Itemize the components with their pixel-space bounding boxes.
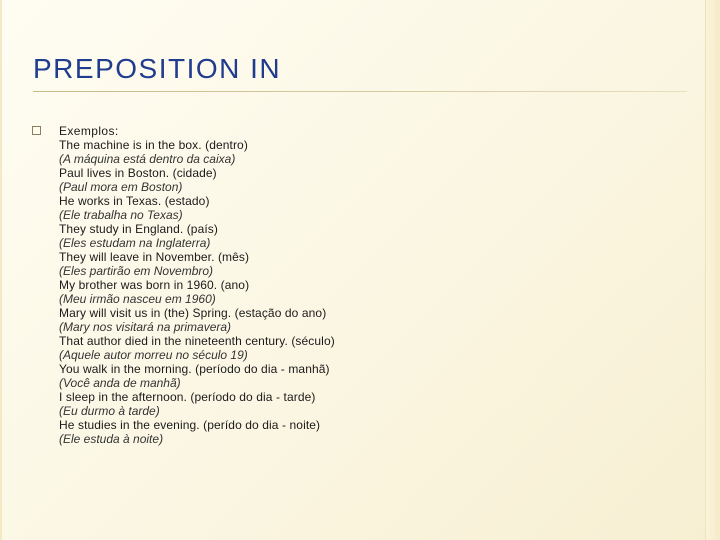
portuguese-translation: (Ele estuda à noite) (59, 432, 164, 446)
portuguese-translation: (Ele trabalha no Texas) (59, 208, 183, 222)
english-sentence: I sleep in the afternoon. (período do dia - tarde) (59, 390, 316, 404)
portuguese-translation: (Meu irmão nasceu em 1960) (59, 292, 216, 306)
title-underline (33, 91, 687, 92)
portuguese-translation: (Aquele autor morreu no século 19) (59, 348, 248, 362)
portuguese-translation: (Eu durmo à tarde) (59, 404, 160, 418)
slide-right-border (706, 0, 720, 540)
portuguese-translation: (Mary nos visitará na primavera) (59, 320, 232, 334)
english-sentence: They study in England. (país) (59, 222, 218, 236)
english-sentence: Paul lives in Boston. (cidade) (59, 166, 217, 180)
english-sentence: That author died in the nineteenth century. (século) (59, 334, 335, 348)
portuguese-translation: (Paul mora em Boston) (59, 180, 183, 194)
slide-left-edge (0, 0, 2, 540)
portuguese-translation: (Você anda de manhã) (59, 376, 181, 390)
english-sentence: Mary will visit us in (the) Spring. (estação do ano) (59, 306, 327, 320)
english-sentence: He studies in the evening. (perído do dia - noite) (59, 418, 321, 432)
portuguese-translation: (Eles estudam na Inglaterra) (59, 236, 211, 250)
english-sentence: He works in Texas. (estado) (59, 194, 210, 208)
english-sentence: The machine is in the box. (dentro) (59, 138, 248, 152)
example-list (59, 124, 679, 446)
portuguese-translation: (A máquina está dentro da caixa) (59, 152, 236, 166)
english-sentence: You walk in the morning. (período do dia - manhã) (59, 362, 330, 376)
square-bullet-icon (32, 126, 41, 135)
slide-title: PREPOSITION IN (33, 53, 282, 84)
english-sentence: My brother was born in 1960. (ano) (59, 278, 250, 292)
examples-heading: Exemplos: (59, 124, 119, 138)
portuguese-translation: (Eles partirão em Novembro) (59, 264, 214, 278)
english-sentence: They will leave in November. (mês) (59, 250, 250, 264)
